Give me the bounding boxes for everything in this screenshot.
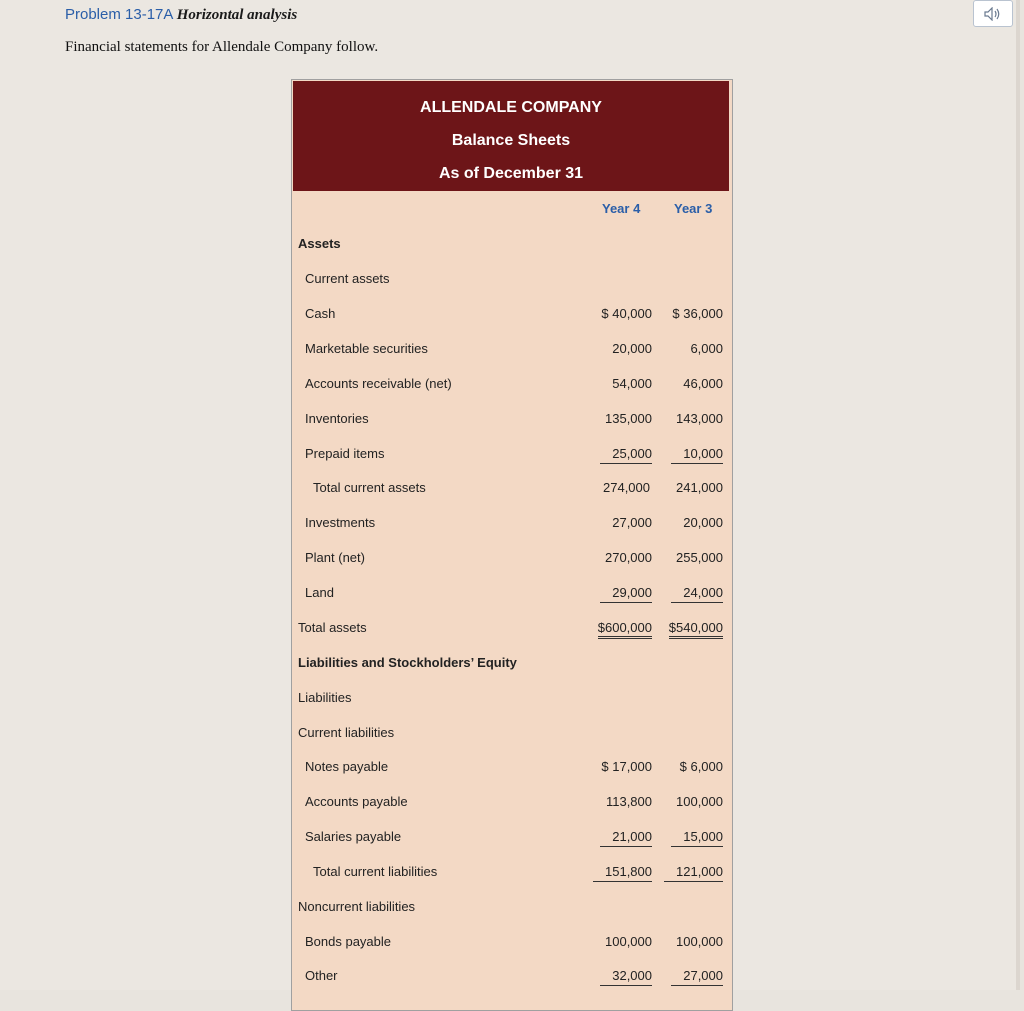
row-prepaid-items	[292, 446, 732, 466]
value-year4: 32,000	[600, 968, 652, 986]
row-other	[292, 968, 732, 988]
row-accounts-receivable	[292, 376, 732, 396]
value-year4: $ 17,000	[601, 759, 652, 774]
column-header-year3: Year 3	[674, 201, 713, 216]
row-label: Total current liabilities	[313, 864, 438, 879]
row-bonds-payable	[292, 934, 732, 954]
row-label: Land	[305, 585, 334, 600]
row-label: Cash	[305, 306, 336, 321]
value-year3: $540,000	[669, 620, 723, 639]
value-year4: 54,000	[612, 376, 652, 391]
row-inventories	[292, 411, 732, 431]
row-label: Total current assets	[313, 480, 426, 495]
row-cash	[292, 306, 732, 326]
row-label: Investments	[305, 515, 376, 530]
value-year3: 27,000	[671, 968, 723, 986]
row-liabilities	[292, 690, 732, 710]
value-year3: 100,000	[676, 934, 723, 949]
speaker-icon	[984, 7, 1002, 21]
value-year3: 143,000	[676, 411, 723, 426]
value-year4: 29,000	[600, 585, 652, 603]
row-plant	[292, 550, 732, 570]
row-label: Notes payable	[305, 759, 389, 774]
value-year3: 241,000	[676, 480, 723, 495]
value-year4: 270,000	[605, 550, 652, 565]
row-label: Accounts receivable (net)	[305, 376, 452, 391]
row-label: Assets	[298, 236, 341, 251]
row-label: Current liabilities	[298, 725, 395, 740]
value-year3: 20,000	[683, 515, 723, 530]
row-land	[292, 585, 732, 605]
value-year4: 135,000	[605, 411, 652, 426]
row-label: Prepaid items	[305, 446, 385, 461]
row-label: Other	[305, 968, 338, 983]
speaker-button[interactable]	[973, 0, 1013, 27]
row-notes-payable	[292, 759, 732, 779]
statement-banner	[293, 81, 729, 191]
row-total-assets	[292, 620, 732, 640]
row-current-liabilities	[292, 725, 732, 745]
value-year3: 15,000	[671, 829, 723, 847]
value-year4: 21,000	[600, 829, 652, 847]
value-year4: 113,800	[605, 794, 652, 809]
value-year3: 46,000	[683, 376, 723, 391]
value-year4: 151,800	[593, 864, 652, 882]
row-total-current-assets	[292, 480, 732, 500]
value-year4: $600,000	[598, 620, 652, 639]
row-label: Inventories	[305, 411, 369, 426]
row-liabilities-equity-heading	[292, 655, 732, 675]
row-accounts-payable	[292, 794, 732, 814]
row-salaries-payable	[292, 829, 732, 849]
row-noncurrent-liabilities	[292, 899, 732, 919]
row-label: Marketable securities	[305, 341, 428, 356]
row-label: Accounts payable	[305, 794, 408, 809]
problem-name: Horizontal analysis	[176, 7, 298, 23]
row-label: Noncurrent liabilities	[298, 899, 416, 914]
column-header-year4: Year 4	[602, 201, 641, 216]
row-label: Liabilities	[298, 690, 352, 705]
intro-text: Financial statements for Allendale Company follow.	[65, 39, 379, 55]
value-year4: 100,000	[605, 934, 652, 949]
value-year3: $ 36,000	[672, 306, 723, 321]
value-year3: $ 6,000	[679, 759, 723, 774]
row-total-current-liabilities	[292, 864, 732, 884]
value-year4: 27,000	[612, 515, 652, 530]
balance-sheet-table	[291, 79, 733, 1011]
row-label: Current assets	[305, 271, 390, 286]
row-label: Bonds payable	[305, 934, 392, 949]
row-label: Total assets	[298, 620, 367, 635]
problem-number: Problem 13-17A	[65, 6, 173, 23]
value-year4: 274,000	[603, 480, 650, 495]
row-current-assets	[292, 271, 732, 291]
value-year4: 25,000	[600, 446, 652, 464]
row-label: Salaries payable	[305, 829, 402, 844]
value-year4: 20,000	[612, 341, 652, 356]
value-year3: 100,000	[676, 794, 723, 809]
value-year4: $ 40,000	[601, 306, 652, 321]
value-year3: 121,000	[664, 864, 723, 882]
statement-date: As of December 31	[438, 165, 584, 182]
scrollbar-track[interactable]	[1016, 0, 1020, 990]
row-label: Plant (net)	[305, 550, 365, 565]
value-year3: 6,000	[690, 341, 723, 356]
statement-title: Balance Sheets	[451, 132, 571, 149]
value-year3: 10,000	[671, 446, 723, 464]
row-investments	[292, 515, 732, 535]
value-year3: 24,000	[671, 585, 723, 603]
row-marketable-securities	[292, 341, 732, 361]
row-label: Liabilities and Stockholders’ Equity	[298, 655, 517, 670]
value-year3: 255,000	[676, 550, 723, 565]
row-assets	[292, 236, 732, 256]
company-name: ALLENDALE COMPANY	[420, 99, 602, 116]
problem-heading	[65, 6, 297, 24]
